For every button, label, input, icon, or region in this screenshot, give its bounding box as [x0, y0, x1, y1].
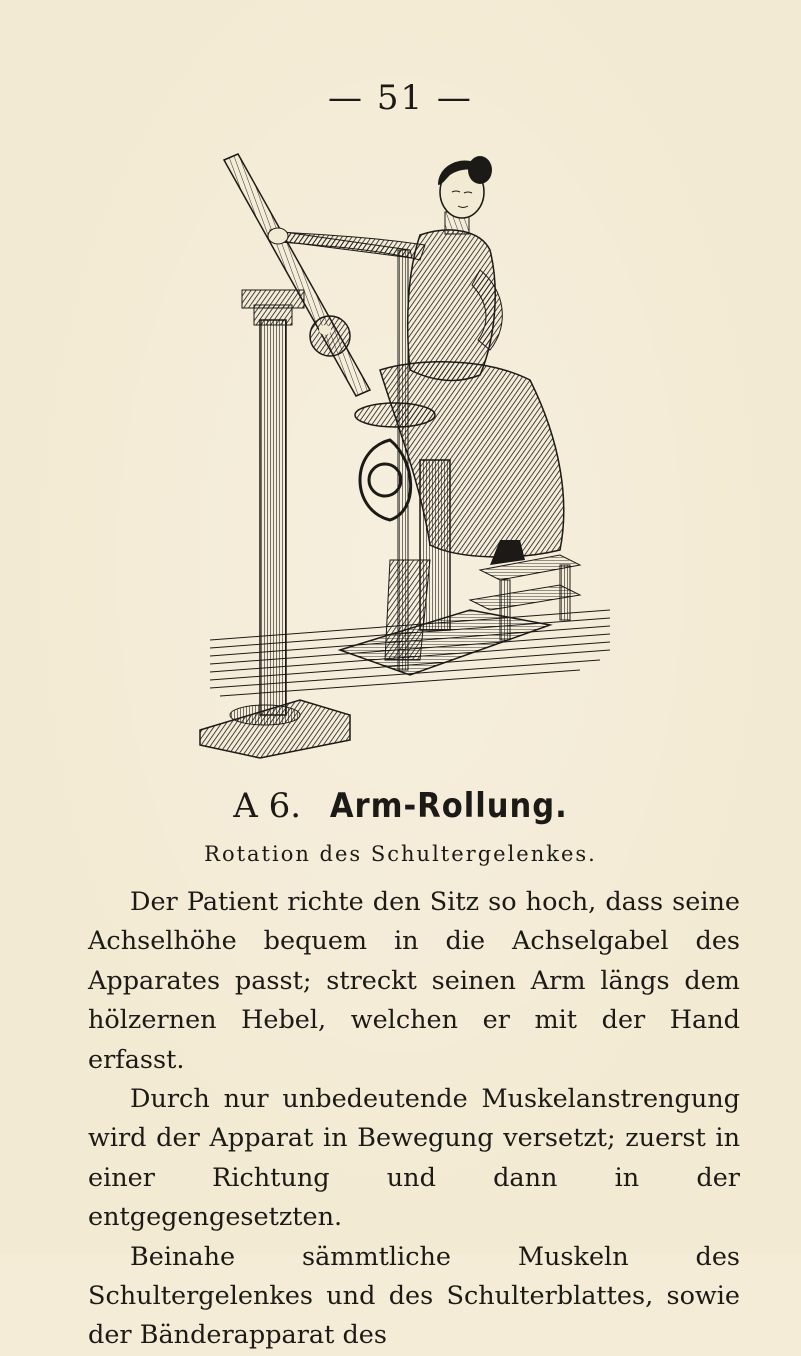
figure-illustration	[180, 140, 620, 770]
figure-number: A 6.	[233, 786, 302, 826]
body-text	[88, 883, 740, 1356]
paragraph: Beinahe sämmtliche Muskeln des Schultergelenkes und des Schulterblattes, sowie der Bänderapparat des	[88, 1241, 740, 1351]
engraving-arm-rolling-apparatus-icon	[180, 140, 620, 770]
page-number: — 51 —	[328, 78, 473, 118]
figure-caption	[0, 786, 801, 826]
figure-title: Arm-Rollung.	[329, 786, 568, 826]
paragraph: Durch nur unbedeutende Muskelanstrengung wird der Apparat in Bewegung versetzt; zuerst in einer Richtung und dann in der entgegengesetzten.	[88, 1084, 740, 1233]
paragraph: Der Patient richte den Sitz so hoch, dass seine Achselhöhe bequem in die Achselgabel des Apparates passt; streckt seinen Arm längs dem hölzernen Hebel, welchen er mit der Hand erfasst.	[88, 887, 740, 1075]
figure-subtitle: Rotation des Schultergelenkes.	[204, 842, 597, 866]
